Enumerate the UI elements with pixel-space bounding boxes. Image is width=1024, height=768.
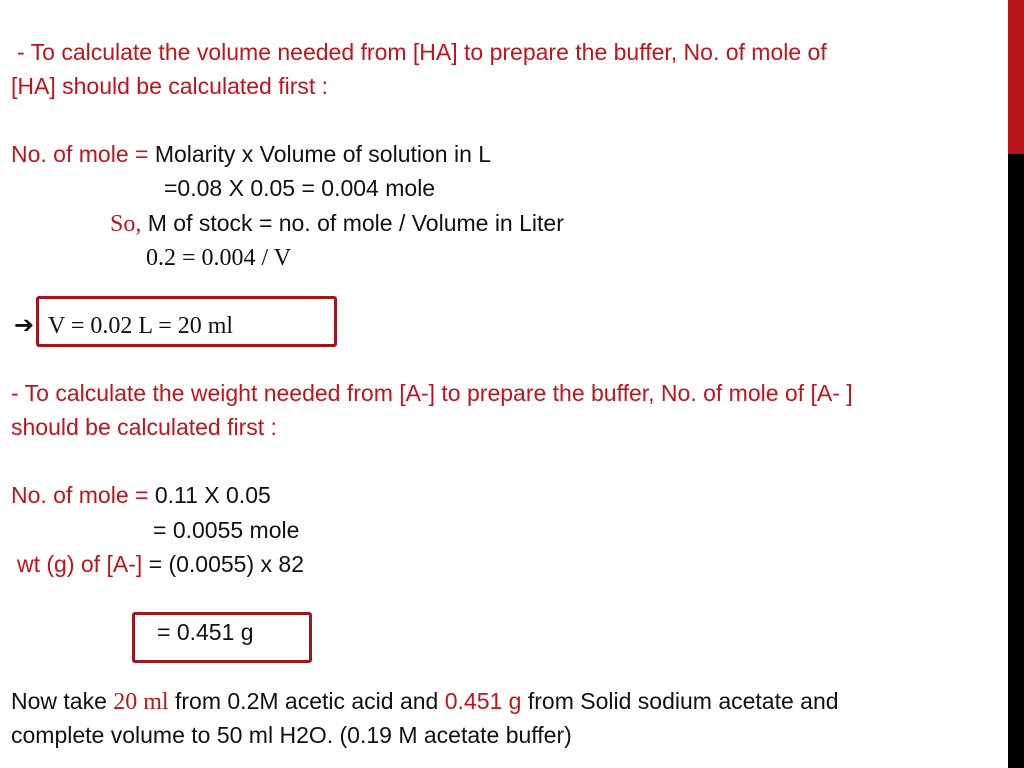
a-mole-equation (11, 478, 271, 512)
side-bar-accent (1008, 0, 1024, 154)
ha-mole-formula: Molarity x Volume of solution in L (154, 141, 492, 167)
conclusion-weight: 0.451 g (444, 688, 522, 714)
so-word: So, (110, 211, 142, 237)
ha-result: V = 0.02 L = 20 ml (48, 313, 234, 339)
a-wt-label: wt (g) of [A-] (17, 551, 143, 577)
a-intro-line2: should be calculated first : (11, 414, 277, 440)
a-wt-calc: = (0.0055) x 82 (142, 551, 304, 577)
ha-intro-line1: - To calculate the volume needed from [HA] to prepare the buffer, No. of mole of (17, 39, 827, 65)
a-mole-label: No. of mole = (11, 482, 155, 508)
ha-intro-line2: [HA] should be calculated first : (11, 73, 329, 99)
conclusion-line2: complete volume to 50 ml H2O. (0.19 M acetate buffer) (11, 722, 572, 748)
a-weight-equation (17, 547, 304, 581)
conclusion-volume: 20 ml (113, 689, 169, 715)
ha-stock-formula: M of stock = no. of mole / Volume in Liter (141, 210, 564, 236)
ha-mole-calc: =0.08 X 0.05 = 0.004 mole (164, 175, 436, 201)
ha-mole-equation (11, 137, 491, 171)
a-intro-line1: - To calculate the weight needed from [A-] to prepare the buffer, No. of mole of [A- ] (11, 380, 853, 406)
ha-stock-calc: 0.2 = 0.004 / V (146, 245, 292, 271)
ha-mole-label: No. of mole = (11, 141, 155, 167)
a-mole-calc2: = 0.0055 mole (153, 517, 300, 543)
a-mole-calc1: 0.11 X 0.05 (154, 482, 271, 508)
conclusion-part2: from 0.2M acetic acid and (168, 688, 445, 714)
right-arrow-icon: ➔ (14, 312, 35, 339)
conclusion-line1 (11, 684, 839, 719)
conclusion-part1: Now take (11, 688, 114, 714)
ha-stock-equation (110, 206, 564, 241)
conclusion-part3: from Solid sodium acetate and (521, 688, 839, 714)
a-result: = 0.451 g (157, 619, 254, 645)
